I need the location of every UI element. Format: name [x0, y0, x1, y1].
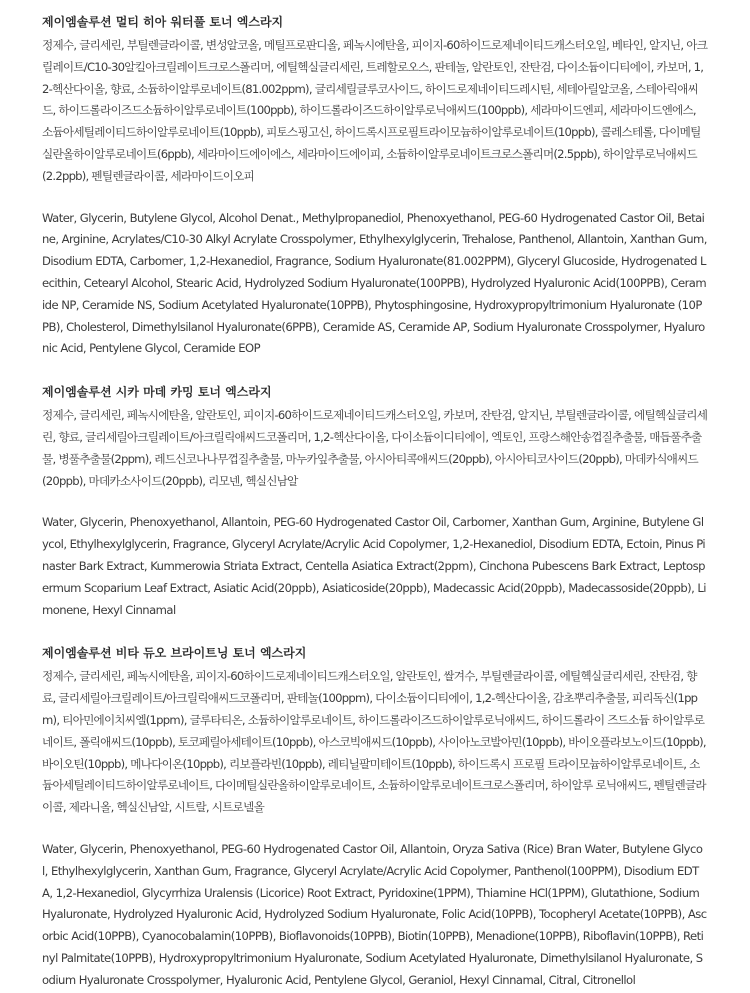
section-multi-hya-waterful-toner	[42, 12, 708, 360]
section-vita-duo-brightening-toner	[42, 643, 708, 991]
korean-ingredient-list: 정제수, 글리세린, 부틸렌글라이콜, 변성알코올, 메틸프로판디올, 페녹시에탄올, 피이지-60하이드로제네이티드캐스터오일, 베타인, 알지닌, 아크릴레이트/C10-30알킬아크릴레이트크로스폴리머, 에틸헥실글리세린, 트레할로오스, 판테놀, 알란토인, 잔탄검, 다이소듐이디티에이, 카보머, 1,2-헥산다이올, 향료, 소듐하이알루로네이트(81.002ppm), 글리세릴글루코사이드, 하이드로제네이티드레시틴, 세테아릴알코올, 스테아릭애씨드, 하이드롤라이즈드소듐하이알루로네이트(100ppb), 하이드롤라이즈드하이알루로닉애씨드(100ppb), 세라마이드엔피, 세라마이드엔에스, 소듐아세틸레이티드하이알루로네이트(10ppb), 피토스핑고신, 하이드록시프로필트라이모늄하이알루로네이트(10ppb), 콜레스테롤, 다이메틸실란올하이알루로네이트(6ppb), 세라마이드에이에스, 세라마이드에이피, 소듐하이알루로네이트크로스폴리머(2.5ppb), 하이알루로닉애씨드(2.2ppb), 펜틸렌글라이콜, 세라마이드이오피	[42, 38, 708, 183]
section-title: 제이엠솔루션 시카 마데 카밍 토너 엑스라지	[42, 385, 272, 400]
english-ingredient-list: Water, Glycerin, Butylene Glycol, Alcohol Denat., Methylpropanediol, Phenoxyethanol, PEG-60 Hydrogenated Castor Oil, Betaine, Arginine, Acrylates/C10-30 Alkyl Acrylate Crosspolymer, Ethylhexylglycerin, Trehalose, Panthenol, Allantoin, Xanthan Gum, Disodium EDTA, Carbomer, 1,2-Hexanediol, Fragrance, Sodium Hyaluronate(81.002PPM), Glyceryl Glucoside, Hydrogenated Lecithin, Cetearyl Alcohol, Stearic Acid, Hydrolyzed Sodium Hyaluronate(100PPB), Hydrolyzed Hyaluronic Acid(100PPB), Ceramide NP, Ceramide NS, Sodium Acetylated Hyaluronate(10PPB), Phytosphingosine, Hydroxypropyltrimonium Hyaluronate (10PPB), Cholesterol, Dimethylsilanol Hyaluronate(6PPB), Ceramide AS, Ceramide AP, Sodium Hyaluronate Crosspolymer, Hyaluronic Acid, Pentylene Glycol, Ceramide EOP	[42, 210, 707, 356]
korean-ingredient-list: 정제수, 글리세린, 페녹시에탄올, 피이지-60하이드로제네이티드캐스터오일, 알란토인, 쌀겨수, 부틸렌글라이콜, 에틸헥실글리세린, 잔탄검, 향료, 글리세릴아크릴레이트/아크릴릭애씨드코폴리머, 판테놀(100ppm), 다이소듐이디티에이, 1,2-헥산다이올, 감초뿌리추출물, 피리독신(1ppm), 티아민에이치씨엘(1ppm), 글루타티온, 소듐하이알루로네이트, 하이드롤라이즈드하이알루로닉애씨드, 하이드롤라이 즈드소듐 하이알루로네이트, 폴릭애씨드(10ppb), 토코페릴아세테이트(10ppb), 아스코빅애씨드(10ppb), 사이아노코발아민(10ppb), 바이오플라보노이드(10ppb), 바이오틴(10ppb), 메나다이온(10ppb), 리보플라빈(10ppb), 레티닐팔미테이트(10ppb), 하이드록시 프로필 트라이모늄하이알루로네이트, 소듐아세틸레이티드하이알루로네이트, 다이메틸실란올하이알루로네이트, 소듐하이알루로네이트크로스폴리머, 하이알루 로닉애씨드, 펜틸렌글라이콜, 제라니올, 헥실신남알, 시트랄, 시트로넬올	[42, 669, 706, 815]
english-ingredient-list: Water, Glycerin, Phenoxyethanol, Allantoin, PEG-60 Hydrogenated Castor Oil, Carbomer, Xanthan Gum, Arginine, Butylene Glycol, Ethylhexylglycerin, Fragrance, Glyceryl Acrylate/Acrylic Acid Copolymer, 1,2-Hexanediol, Disodium EDTA, Ectoin, Pinus Pinaster Bark Extract, Kummerowia Striata Extract, Centella Asiatica Extract(2ppm), Cinchona Pubescens Bark Extract, Leptospermum Scoparium Leaf Extract, Asiatic Acid(20ppb), Asiaticoside(20ppb), Madecassic Acid(20ppb), Madecassoside(20ppb), Limonene, Hexyl Cinnamal	[42, 515, 706, 617]
english-ingredient-list: Water, Glycerin, Phenoxyethanol, PEG-60 Hydrogenated Castor Oil, Allantoin, Oryza Sativa (Rice) Bran Water, Butylene Glycol, Ethylhexylglycerin, Xanthan Gum, Fragrance, Glyceryl Acrylate/Acrylic Acid Copolymer, Panthenol(100PPM), Disodium EDTA, 1,2-Hexanediol, Glycyrrhiza Uralensis (Licorice) Root Extract, Pyridoxine(1PPM), Thiamine HCl(1PPM), Glutathione, Sodium Hyaluronate, Hydrolyzed Hyaluronic Acid, Hydrolyzed Sodium Hyaluronate, Folic Acid(10PPB), Tocopheryl Acetate(10PPB), Ascorbic Acid(10PPB), Cyanocobalamin(10PPB), Bioflavonoids(10PPB), Biotin(10PPB), Menadione(10PPB), Riboflavin(10PPB), Retinyl Palmitate(10PPB), Hydroxypropyltrimonium Hyaluronate, Sodium Acetylated Hyaluronate, Dimethylsilanol Hyaluronate, Sodium Hyaluronate Crosspolymer, Hyaluronic Acid, Pentylene Glycol, Geraniol, Hexyl Cinnamal, Citral, Citronellol	[42, 841, 707, 987]
section-cica-made-calming-toner	[42, 382, 708, 621]
section-title: 제이엠솔루션 멀티 히아 워터풀 토너 엑스라지	[42, 15, 284, 29]
korean-ingredient-list: 정제수, 글리세린, 페녹시에탄올, 알란토인, 피이지-60하이드로제네이티드캐스터오일, 카보머, 잔탄검, 알지닌, 부틸렌글라이콜, 에틸헥실글리세린, 향료, 글리세릴아크릴레이트/아크릴릭애씨드코폴리머, 1,2-헥산다이올, 다이소듐이디티에이, 엑토인, 프랑스해안송껍질추출물, 매듭풀추출물, 병풀추출물(2ppm), 레드신코나나무껍질추출물, 마누카잎추출물, 아시아티콕애씨드(20ppb), 아시아티코사이드(20ppb), 마데카식애씨드(20ppb), 마데카소사이드(20ppb), 리모넨, 헥실신남알	[42, 408, 708, 488]
section-title: 제이엠솔루션 비타 듀오 브라이트닝 토너 엑스라지	[42, 646, 307, 661]
